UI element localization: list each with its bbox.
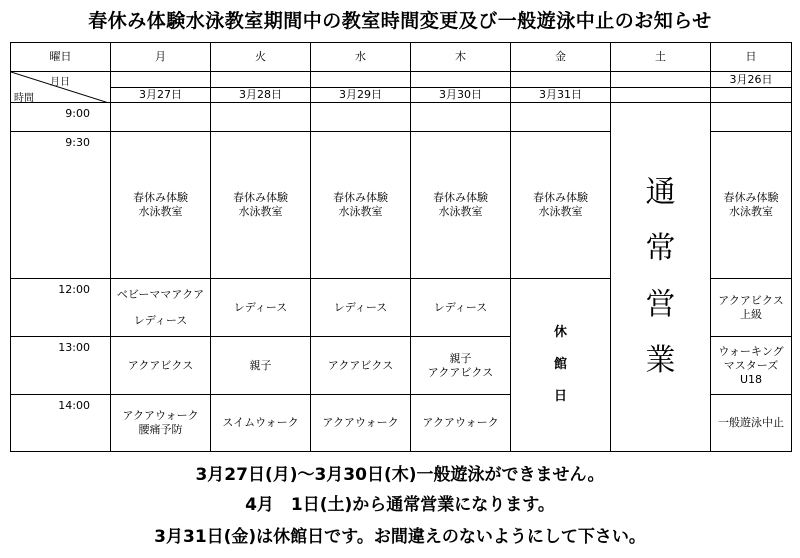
date-label: 月日	[50, 77, 70, 88]
slot-wed-0900	[310, 102, 411, 132]
slot-tue-1400: スイムウォーク	[210, 394, 311, 452]
time-0930: 9:30	[10, 131, 111, 279]
normal-char-2: 常	[645, 231, 676, 266]
slot-thu-1300: 親子 アクアビクス	[410, 336, 511, 395]
date-wed: 3月29日	[310, 87, 411, 103]
slot-thu-spring-class: 春休み体験 水泳教室	[410, 131, 511, 279]
slot-mon-0900	[110, 102, 211, 132]
slot-thu-0900	[410, 102, 511, 132]
slot-wed-spring-class: 春休み体験 水泳教室	[310, 131, 411, 279]
closed-char-1: 休	[553, 325, 567, 340]
notice-line-3: 3月31日(金)は休館日です。お間違えのないようにして下さい。	[154, 527, 646, 547]
slot-tue-spring-class: 春休み体験 水泳教室	[210, 131, 311, 279]
notice-line-2: 4月 1日(土)から通常営業になります。	[245, 495, 555, 515]
slot-tue-1200: レディース	[210, 278, 311, 337]
date-sun: 3月26日	[710, 71, 792, 88]
notice-line-1: 3月27日(月)～3月30日(木)一般遊泳ができません。	[195, 465, 605, 485]
slot-mon-spring-class: 春休み体験 水泳教室	[110, 131, 211, 279]
slot-sun-1300: ウォーキング マスターズ U18	[710, 336, 792, 395]
date-blank-sat	[610, 71, 711, 88]
normal-char-3: 営	[645, 287, 676, 322]
closed-char-3: 日	[553, 389, 567, 404]
day-mon: 月	[110, 42, 211, 72]
date-fri: 3月31日	[510, 87, 611, 103]
date-blank-tue	[210, 71, 311, 88]
slot-sun-1200: アクアビクス 上級	[710, 278, 792, 337]
slot-fri-closed	[510, 278, 611, 452]
schedule-table	[10, 42, 792, 452]
slot-wed-1200: レディース	[310, 278, 411, 337]
slot-sun-spring-class: 春休み体験 水泳教室	[710, 131, 792, 279]
slot-fri-0900	[510, 102, 611, 132]
date-tue: 3月28日	[210, 87, 311, 103]
weekday-header-label: 曜日	[10, 42, 111, 72]
date-blank-thu	[410, 71, 511, 88]
day-fri: 金	[510, 42, 611, 72]
time-1200: 12:00	[10, 278, 111, 337]
page-title: 春休み体験水泳教室期間中の教室時間変更及び一般遊泳中止のお知らせ	[88, 10, 712, 32]
date-thu: 3月30日	[410, 87, 511, 103]
time-1300: 13:00	[10, 336, 111, 395]
date-blank-wed	[310, 71, 411, 88]
day-sat: 土	[610, 42, 711, 72]
slot-wed-1400: アクアウォーク	[310, 394, 411, 452]
day-thu: 木	[410, 42, 511, 72]
date-mon: 3月27日	[110, 87, 211, 103]
slot-mon-1300: アクアビクス	[110, 336, 211, 395]
slot-wed-1300: アクアビクス	[310, 336, 411, 395]
day-tue: 火	[210, 42, 311, 72]
slot-mon-1400: アクアウォーク 腰痛予防	[110, 394, 211, 452]
slot-tue-0900	[210, 102, 311, 132]
date-time-corner-cell	[10, 71, 111, 103]
day-wed: 水	[310, 42, 411, 72]
day-sun: 日	[710, 42, 792, 72]
normal-char-4: 業	[645, 343, 676, 378]
time-1400: 14:00	[10, 394, 111, 452]
date-blank-fri	[510, 71, 611, 88]
slot-mon-1200: ベビーママアクア レディース	[110, 278, 211, 337]
date-sun-lower	[710, 87, 792, 103]
slot-thu-1400: アクアウォーク	[410, 394, 511, 452]
normal-char-1: 通	[645, 175, 676, 210]
date-blank-mon	[110, 71, 211, 88]
slot-thu-1200: レディース	[410, 278, 511, 337]
closed-char-2: 館	[553, 357, 567, 372]
time-0900: 9:00	[10, 102, 111, 132]
slot-sun-1400: 一般遊泳中止	[710, 394, 792, 452]
time-label: 時間	[14, 93, 34, 103]
slot-tue-1300: 親子	[210, 336, 311, 395]
slot-sat-normal-business	[610, 102, 711, 452]
slot-sun-0900	[710, 102, 792, 132]
slot-fri-spring-class: 春休み体験 水泳教室	[510, 131, 611, 279]
